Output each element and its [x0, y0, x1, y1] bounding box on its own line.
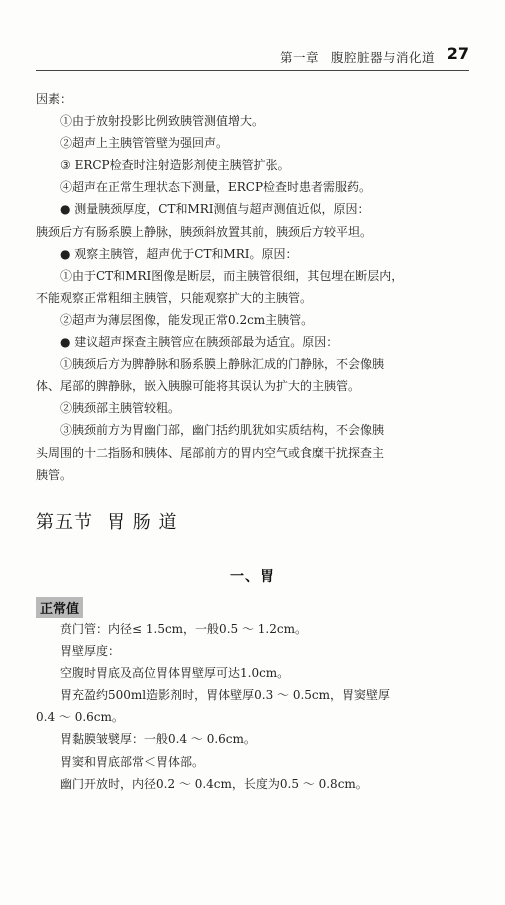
text-line: 胃黏膜皱襞厚：一般0.4 ～ 0.6cm。: [60, 732, 256, 747]
running-header: [36, 44, 469, 68]
text-line: 贲门管：内径≤ 1.5cm，一般0.5 ～ 1.2cm。: [60, 622, 307, 636]
subsection-heading: 一、胃: [230, 569, 275, 585]
text-line: ③ ERCP检查时注射造影剂使主胰管扩张。: [60, 158, 290, 173]
text-line: 胰管。: [36, 467, 73, 482]
section-number: 第五节: [36, 512, 93, 533]
text-line: ● 观察主胰管，超声优于CT和MRI。原因：: [60, 246, 298, 261]
text-line: ②超声为薄层图像，能发现正常0.2cm主胰管。: [60, 312, 314, 327]
running-header-text: [280, 48, 435, 66]
text-line: 胃窦和胃底部常＜胃体部。: [60, 754, 205, 769]
text-line: ②超声上主胰管管壁为强回声。: [60, 136, 229, 151]
text-line: ①胰颈后方为脾静脉和肠系膜上静脉汇成的门静脉，不会像胰: [60, 357, 385, 372]
text-line: 胰颈后方有肠系膜上静脉，胰颈斜放置其前，胰颈后方较平坦。: [36, 224, 373, 239]
section-title: 胃 肠 道: [107, 512, 178, 533]
text-line: ● 测量胰颈厚度，CT和MRI测值与超声测值近似，原因：: [60, 202, 370, 217]
text-line: 胃壁厚度：: [60, 644, 121, 659]
body-text-bottom: [36, 618, 469, 795]
normal-values-label: 正常值: [36, 597, 83, 618]
header-rule: [36, 70, 469, 71]
text-line: ● 建议超声探查主胰管应在胰颈部最为适宜。原因：: [60, 335, 339, 350]
text-line: 头周围的十二指肠和胰体、尾部前方的胃内空气或食糜干扰探查主: [36, 445, 385, 460]
text-line: 不能观察正常粗细主胰管，只能观察扩大的主胰管。: [36, 290, 313, 305]
section-heading: [36, 508, 177, 534]
text-line: 幽门开放时，内径0.2 ～ 0.4cm，长度为0.5 ～ 0.8cm。: [60, 776, 368, 791]
chapter-title: 腹腔脏器与消化道: [330, 50, 435, 65]
text-line: 胃充盈约500ml造影剂时，胃体壁厚0.3 ～ 0.5cm，胃窦壁厚: [60, 688, 391, 703]
text-line: ④超声在正常生理状态下测量，ERCP检查时患者需服药。: [60, 180, 372, 195]
text-line: ③胰颈前方为胃幽门部，幽门括约肌犹如实质结构，不会像胰: [60, 423, 385, 438]
text-line: ①由于CT和MRI图像是断层，而主胰管很细，其包埋在断层内，: [60, 268, 404, 283]
text-line: ②胰颈部主胰管较粗。: [60, 401, 181, 416]
text-line: 0.4 ～ 0.6cm。: [36, 710, 124, 725]
text-line: 空腹时胃底及高位胃体胃壁厚可达1.0cm。: [60, 666, 290, 681]
text-line: ①由于放射投影比例致胰管测值增大。: [60, 114, 265, 129]
page-number: 27: [446, 44, 469, 63]
chapter-label: 第一章: [279, 50, 319, 65]
text-line: 体、尾部的脾静脉，嵌入胰腺可能将其误认为扩大的主胰管。: [36, 379, 361, 394]
body-text-top: [36, 88, 469, 486]
text-line: 因素：: [36, 92, 73, 106]
